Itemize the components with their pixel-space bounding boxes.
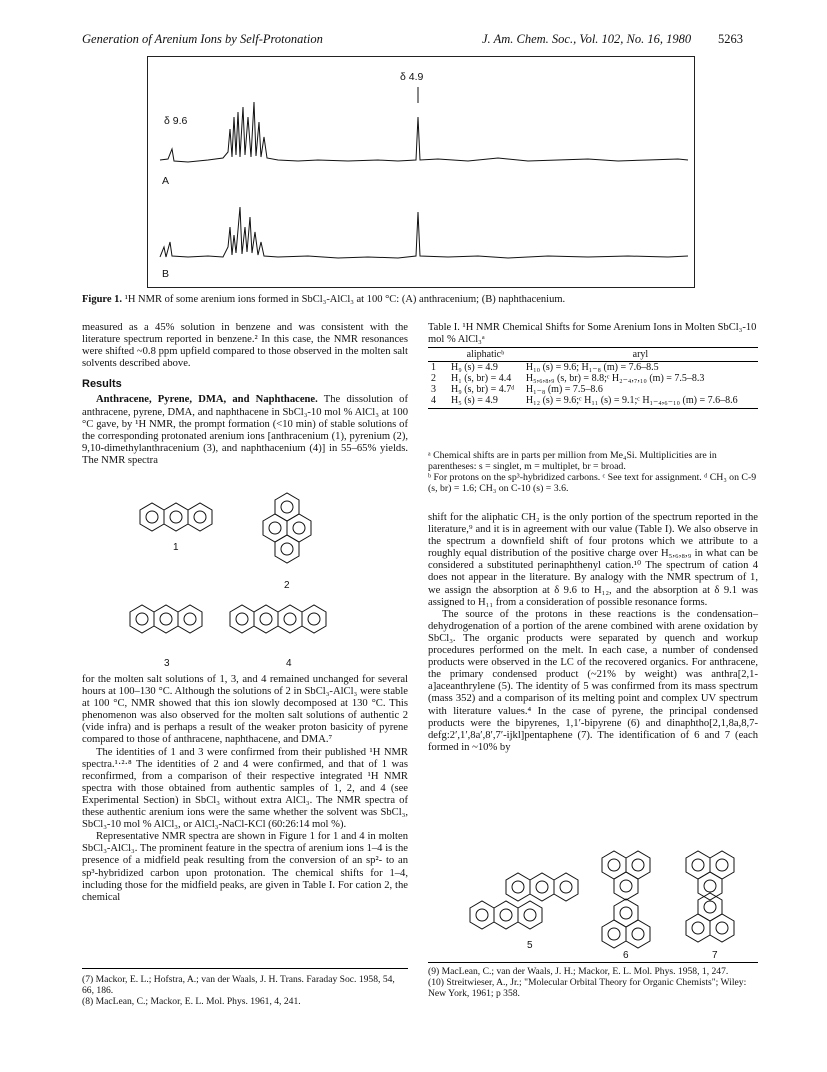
page-number: 5263	[718, 32, 743, 46]
row-aliphatic: H₁ (s, br) = 4.4	[451, 373, 512, 384]
row-aryl: H₁₋₈ (m) = 7.5–8.6	[525, 384, 603, 395]
table-notes	[428, 450, 758, 494]
table-note-b: ᵇ For protons on the sp³-hybridized carbons. ᶜ See text for assignment. ᵈ CH₃ on C-9 (s, br) = 1.6; CH₃ on C-10 (s) = 3.6.	[428, 472, 757, 494]
structure-label-6: 6	[623, 950, 629, 961]
journal-citation: J. Am. Chem. Soc., Vol. 102, No. 16, 1980	[482, 32, 692, 46]
table-row	[428, 384, 758, 395]
trace-label-a: A	[162, 175, 170, 187]
footnotes-left	[82, 974, 408, 1007]
row-num: 1	[431, 362, 436, 373]
row-aryl: H₁₂ (s) = 9.6;ᶜ H₁₁ (s) = 9.1;ᶜ H₁₋₄,₆₋₁₀ (m) = 7.6–8.6	[523, 395, 758, 409]
col-aryl: aryl	[523, 348, 758, 362]
footnote-rule-right	[428, 962, 758, 963]
table-1	[428, 347, 758, 409]
left-para-4: The identities of 1 and 3 were confirmed from their published ¹H NMR spectra.¹·²·⁸ The identities of 2 and 4 were confirmed, and that of 1 was reconfirmed, from a comparison of their respective integrated ¹H NMR spectra with those obtained from authentic samples of 1, 2, and 4 (see Experimental Section) in SbCl₃ without extra AlCl₃. The NMR spectra of these authentic arenium ions were the same whether the solvent was SbCl₃, SbCl₃-10 mol % AlCl₃, or AlCl₃-NaCl-KCl (60:26:14 mol %).	[82, 746, 408, 831]
caption-text: ¹H NMR of some arenium ions formed in SbCl₃-AlCl₃ at 100 °C: (A) anthracenium; (B) naphthacenium.	[124, 294, 566, 305]
left-para-2	[82, 394, 408, 467]
left-column-bottom	[82, 674, 408, 904]
para2-bold-lead: Anthracene, Pyrene, DMA, and Naphthacene.	[96, 394, 318, 406]
figure-caption	[82, 294, 752, 305]
trace-b-line	[160, 207, 688, 258]
running-title: Generation of Arenium Ions by Self-Protonation	[82, 32, 323, 46]
structures-1-4	[100, 480, 400, 670]
left-column-top	[82, 322, 408, 467]
left-para-5: Representative NMR spectra are shown in Figure 1 for 1 and 4 in molten SbCl₃-AlCl₃. The prominent feature in the spectra of arenium ions 1–4 is the presence of a midfield peak resulting from the conversion of an sp²- to an sp³-hybridized carbon upon protonation. The chemical shifts for 1–4, including those for the midfield peaks, are given in Table I. For cation 2, the chemical	[82, 831, 408, 903]
row-aliphatic: H₅ (s) = 4.9	[448, 395, 523, 409]
nmr-spectra	[148, 57, 694, 287]
footnote-10: (10) Streitwieser, A., Jr.; "Molecular Orbital Theory for Organic Chemists"; Wiley: New York, 1961; p 358.	[428, 977, 747, 999]
table-row	[428, 373, 758, 384]
structure-label-5: 5	[527, 940, 533, 951]
col-aliphatic: aliphaticᵇ	[448, 348, 523, 362]
footnote-8: (8) MacLean, C.; Mackor, E. L. Mol. Phys. 1961, 4, 241.	[82, 996, 301, 1007]
caption-label: Figure 1.	[82, 294, 123, 305]
nmr-figure	[147, 56, 695, 288]
trace-label-b: B	[162, 268, 170, 280]
para2-text: The dissolution of anthracene, pyrene, DMA, and naphthacene in SbCl₃-10 mol % AlCl₃ at 100 °C gave, by ¹H NMR, the prompt formation (<10 min) of stable solutions of the corresponding protonated arenium ions [anthracenium (1), pyrenium (2), 9,10-dimethylanthracenium (3), and naphthacenium (4)] in 55–65% yields. The NMR spectra	[82, 394, 408, 466]
trace-a-line	[160, 102, 688, 162]
results-heading: Results	[82, 378, 122, 391]
footnote-7: (7) Mackor, E. L.; Hofstra, A.; van der Waals, J. H. Trans. Faraday Soc. 1958, 54, 66, 186.	[82, 974, 395, 996]
footnotes-right	[428, 966, 758, 999]
left-para-1: measured as a 45% solution in benzene and was consistent with the literature spectrum reported in benzene.² In this case, the NMR resonances were shifted ~0.8 ppm upfield compared to those observed in the molten salt solvents described above.	[82, 322, 408, 370]
table-note-a: ᵃ Chemical shifts are in parts per million from Me₄Si. Multiplicities are in parentheses: s = singlet, m = multiplet, br = broad.	[428, 450, 717, 472]
structure-label-4: 4	[286, 658, 292, 669]
structure-label-2: 2	[284, 580, 290, 591]
table-row	[428, 395, 758, 409]
structure-label-7: 7	[712, 950, 718, 961]
right-column	[428, 512, 758, 754]
peak-label-9-6: δ 9.6	[164, 115, 188, 127]
row-aryl: H₁₀ (s) = 9.6; H₁₋₈ (m) = 7.6–8.5	[525, 362, 659, 373]
footnote-rule-left	[82, 968, 408, 969]
row-aryl: H₅,₆,₈,₉ (s, br) = 8.8;ᶜ H₂₋₄,₇,₁₀ (m) = 7.5–8.3	[525, 373, 705, 384]
row-aliphatic: H₉ (s, br) = 4.7ᵈ	[451, 384, 515, 395]
row-aliphatic: H₉ (s) = 4.9	[451, 362, 498, 373]
structure-label-3: 3	[164, 658, 170, 669]
right-para-1: shift for the aliphatic CH₂ is the only portion of the spectrum reported in the literature,⁹ and it is in agreement with our value (Table I). We also observe in the spectrum a downfield shift of four protons which we attribute to a roughly equal distribution of the positive charge over H₅,₆,₈,₉ in what can be considered a substituted perinaphthenyl cation.¹⁰ The spectrum of cation 4 does not appear in the literature. By analogy with the NMR spectrum of 1, we assign the absorption at δ 9.6 to H₁₂, and the absorption at δ 9.1 was assigned to H₁₁ from a consideration of possible resonance forms.	[428, 512, 758, 608]
footnote-9: (9) MacLean, C.; van der Waals, J. H.; Mackor, E. L. Mol. Phys. 1958, 1, 247.	[428, 966, 729, 977]
row-num: 2	[431, 373, 436, 384]
peak-label-4-9: δ 4.9	[400, 71, 424, 83]
right-para-2: The source of the protons in these reactions is the condensation–dehydrogenation of a portion of the arene combined with arene oxidation by SbCl₃. The organic products were separated by quench and workup procedures performed on the melt. In each case, a number of condensed products were observed in the LC of the recovered organics. For anthracene, the primary condensed product (~21% by weight) was anthra[2,1-a]aceanthrylene (5). The identity of 5 was confirmed from its mass spectrum (mass 352) and a comparison of its melting point and complex UV spectrum with literature values.⁴ In the case of pyrene, the principal condensed products were the bipyrenes, 1,1′-bipyrene (6) and dinaphtho[2,1,8a,8,7-defg:2′,1′,8a′,8′,7′-ijkl]pentaphene (7). The identification of 6 and 7 (each formed in ~10% by	[428, 608, 758, 753]
table-row	[428, 362, 758, 374]
row-num: 3	[431, 384, 436, 395]
left-para-3: for the molten salt solutions of 1, 3, and 4 remained unchanged for several hours at 100–130 °C. Although the solutions of 2 in SbCl₃-AlCl₃ were stable at 100 °C, NMR showed that this ion slowly decomposed at 130 °C. This phenomenon was also observed for the molten salt solutions of authentic 2 (vide infra) and is perhaps a result of the weaker proton basicity of pyrene compared to those of anthracene, naphthacene, and DMA.⁷	[82, 674, 408, 746]
table-header-row	[428, 348, 758, 362]
structures-5-7	[440, 848, 760, 958]
row-num: 4	[428, 395, 448, 409]
table-title: Table I. ¹H NMR Chemical Shifts for Some Arenium Ions in Molten SbCl₃-10 mol % AlCl₃ᵃ	[428, 322, 757, 345]
structure-label-1: 1	[173, 542, 179, 553]
